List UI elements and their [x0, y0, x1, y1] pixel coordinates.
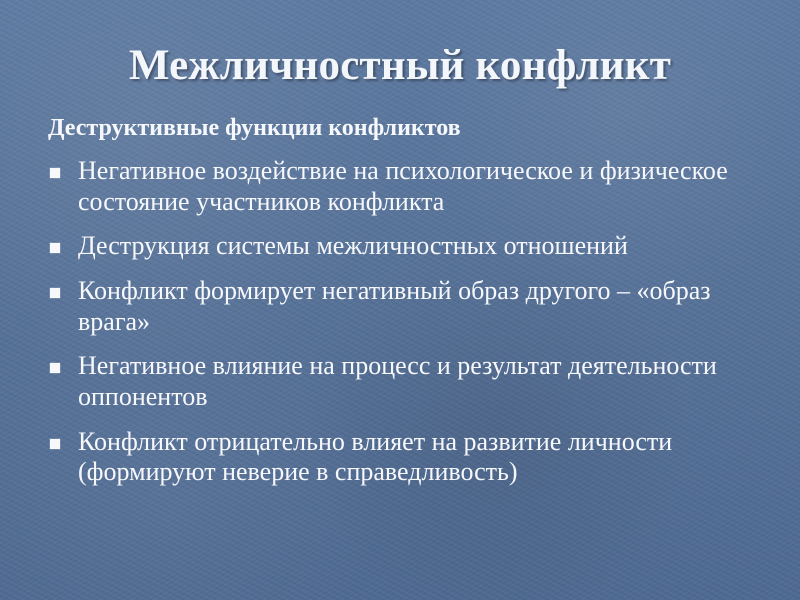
square-bullet-icon: [50, 363, 60, 373]
square-bullet-icon: [50, 243, 60, 253]
list-item: [48, 156, 768, 217]
list-item-text: Конфликт отрицательно влияет на развитие личности (формируют неверие в справедливость): [78, 426, 673, 487]
list-item: [48, 351, 768, 412]
list-item: [48, 276, 768, 337]
square-bullet-icon: [50, 168, 60, 178]
square-bullet-icon: [50, 439, 60, 449]
list-item-text: Деструкция системы межличностных отношений: [78, 231, 628, 261]
bullet-list: [48, 156, 768, 502]
slide-subtitle: Деструктивные функции конфликтов: [48, 115, 461, 141]
list-item-text: Негативное влияние на процесс и результат деятельности оппонентов: [78, 351, 717, 412]
list-item: [48, 231, 768, 262]
list-item-text: Негативное воздействие на психологическое и физическое состояние участников конфликта: [78, 156, 728, 216]
slide-title: Межличностный конфликт: [128, 42, 672, 89]
list-item-text: Конфликт формирует негативный образ другого – «образ врага»: [78, 276, 711, 336]
list-item: [48, 427, 768, 488]
square-bullet-icon: [50, 288, 60, 298]
